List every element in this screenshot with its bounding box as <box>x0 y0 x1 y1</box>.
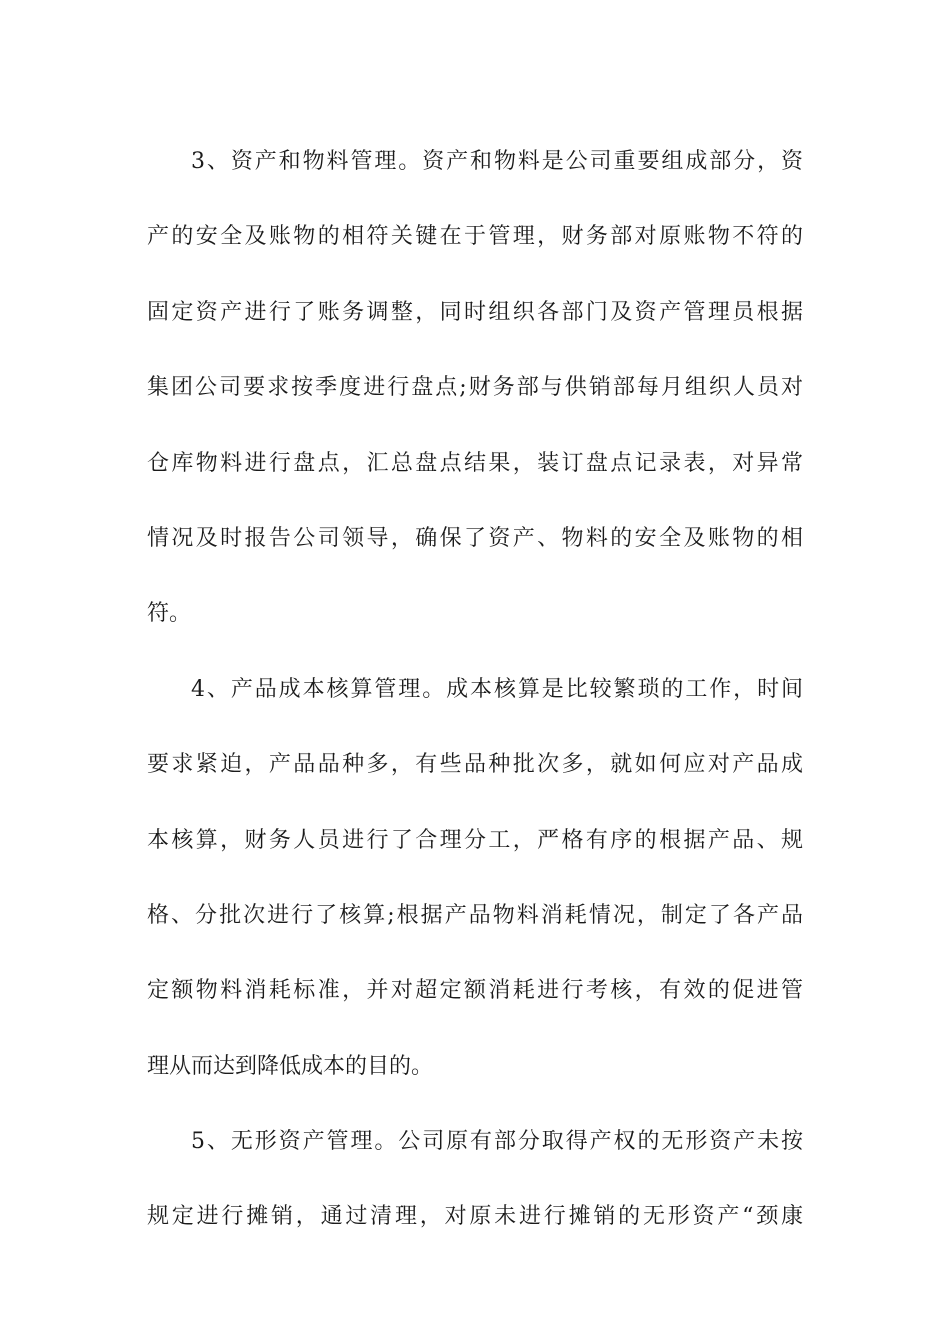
text-line: 格、分批次进行了核算;根据产品物料消耗情况，制定了各产品 <box>147 902 803 928</box>
paragraph-product-cost-accounting <box>147 652 803 1104</box>
text-line: 3、资产和物料管理。资产和物料是公司重要组成部分，资 <box>191 149 803 174</box>
text-line: 本核算，财务人员进行了合理分工，严格有序的根据产品、规 <box>147 827 803 853</box>
text-line: 情况及时报告公司领导，确保了资产、物料的安全及账物的相 <box>147 525 803 551</box>
text-line: 定额物料消耗标准，并对超定额消耗进行考核，有效的促进管 <box>147 978 803 1004</box>
text-line: 要求紧迫，产品品种多，有些品种批次多，就如何应对产品成 <box>147 752 803 778</box>
text-line: 5、无形资产管理。公司原有部分取得产权的无形资产未按 <box>191 1129 803 1155</box>
text-line: 理从而达到降低成本的目的。 <box>147 1053 434 1079</box>
document-body <box>147 124 803 1255</box>
text-line: 集团公司要求按季度进行盘点;财务部与供销部每月组织人员对 <box>147 375 803 401</box>
paragraph-asset-material-management <box>147 124 803 652</box>
text-line: 固定资产进行了账务调整，同时组织各部门及资产管理员根据 <box>147 299 803 325</box>
text-line: 4、产品成本核算管理。成本核算是比较繁琐的工作，时间 <box>191 676 803 702</box>
paragraph-intangible-asset-management <box>147 1104 803 1255</box>
text-line: 规定进行摊销，通过清理，对原未进行摊销的无形资产“颈康 <box>147 1204 803 1230</box>
text-line: 仓库物料进行盘点，汇总盘点结果，装订盘点记录表，对异常 <box>147 450 803 476</box>
text-line: 产的安全及账物的相符关键在于管理，财务部对原账物不符的 <box>147 224 803 250</box>
text-line: 符。 <box>147 601 192 627</box>
